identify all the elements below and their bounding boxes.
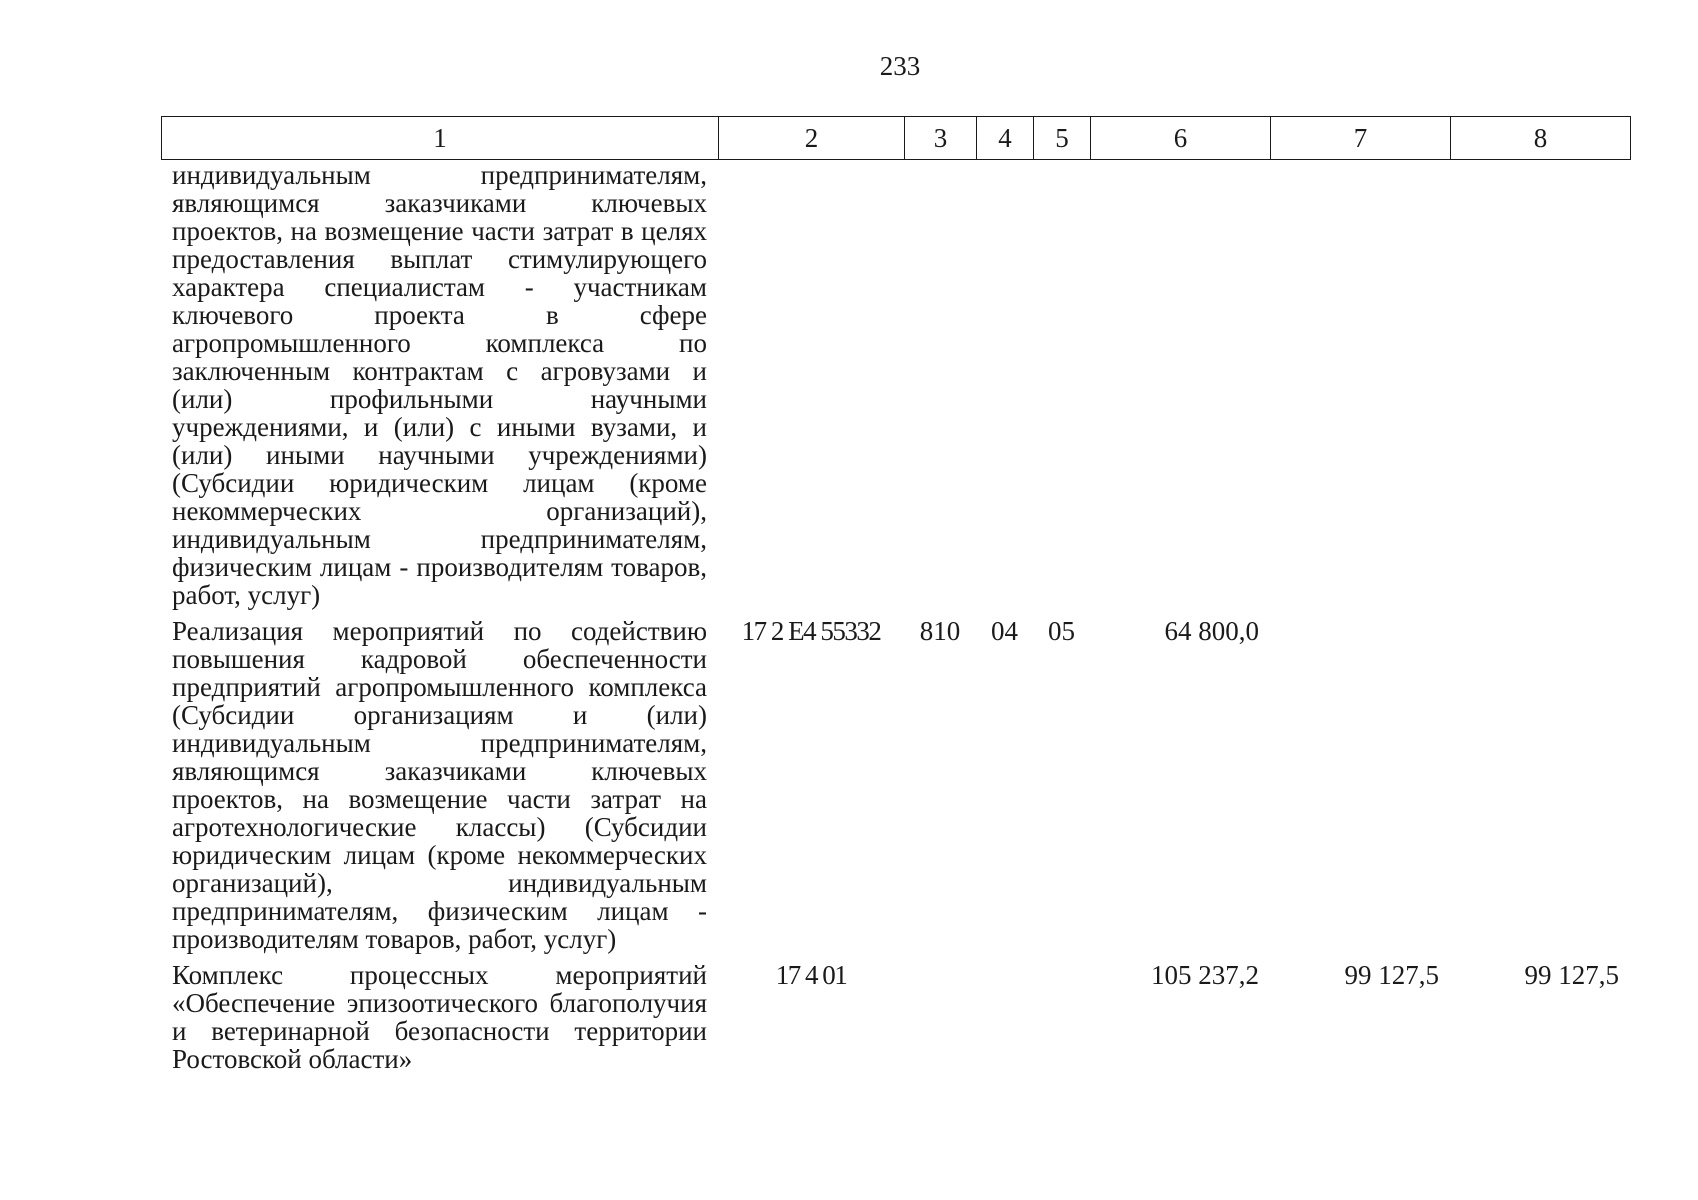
page-number: 233	[879, 51, 921, 81]
row-expense-type: 810	[919, 616, 961, 646]
row-amount-col6	[1090, 161, 1270, 609]
row-amount-col7	[1270, 617, 1450, 953]
row-target-code	[718, 161, 904, 609]
row-section	[976, 961, 1033, 1073]
row-amount-col8	[1450, 161, 1630, 609]
column-header: 2	[719, 117, 905, 160]
column-header-row	[162, 117, 1631, 160]
row-subsection	[1033, 961, 1090, 1073]
column-header: 4	[977, 117, 1034, 160]
table-row	[161, 961, 1630, 1073]
row-amount-col8	[1450, 617, 1630, 953]
column-header: 1	[162, 117, 719, 160]
row-subsection: 05	[1048, 616, 1075, 646]
row-name: Комплекс процессных мероприятий «Обеспечение эпизоотического благополучия и ветеринарной безопасности территории Ростовской области»	[172, 960, 707, 1074]
row-section	[976, 161, 1033, 609]
row-amount-col6: 64 800,0	[1164, 616, 1259, 646]
row-expense-type	[904, 161, 976, 609]
row-amount-col7	[1270, 161, 1450, 609]
table-row	[161, 161, 1630, 609]
row-expense-type	[904, 961, 976, 1073]
row-amount-col7: 99 127,5	[1344, 960, 1439, 990]
row-section: 04	[991, 616, 1018, 646]
table-row	[161, 617, 1630, 953]
row-amount-col6: 105 237,2	[1151, 960, 1259, 990]
row-name: индивидуальным предпринимателям, являющимся заказчиками ключевых проектов, на возмещение части затрат в целях предоставления выплат стимулирующего характера специалистам - участникам ключевого проекта в сфере агропромышленного комплекса по заключенным контрактам с агровузами и (или) профильными научными учреждениями, и (или) с иными вузами, и (или) иными научными учреждениями) (Субсидии юридическим лицам (кроме некоммерческих организаций), индивидуальным предпринимателям, физическим лицам - производителям товаров, работ, услуг)	[172, 160, 707, 610]
column-header: 5	[1034, 117, 1091, 160]
column-header: 6	[1091, 117, 1271, 160]
row-amount-col8: 99 127,5	[1524, 960, 1619, 990]
column-header: 7	[1271, 117, 1451, 160]
table-body	[161, 161, 1630, 1081]
column-header: 8	[1451, 117, 1631, 160]
row-subsection	[1033, 161, 1090, 609]
column-header-table	[161, 116, 1631, 160]
column-header: 3	[905, 117, 977, 160]
row-name: Реализация мероприятий по содействию повышения кадровой обеспеченности предприятий агропромышленного комплекса (Субсидии организациям и (или) индивидуальным предпринимателям, являющимся заказчиками ключевых проектов, на возмещение части затрат на агротехнологические классы) (Субсидии юридическим лицам (кроме некоммерческих организаций), индивидуальным предпринимателям, физическим лицам - производителям товаров, работ, услуг)	[172, 616, 707, 954]
row-target-code: 17 4 01	[775, 960, 847, 990]
row-target-code: 17 2 E4 55332	[741, 616, 881, 646]
